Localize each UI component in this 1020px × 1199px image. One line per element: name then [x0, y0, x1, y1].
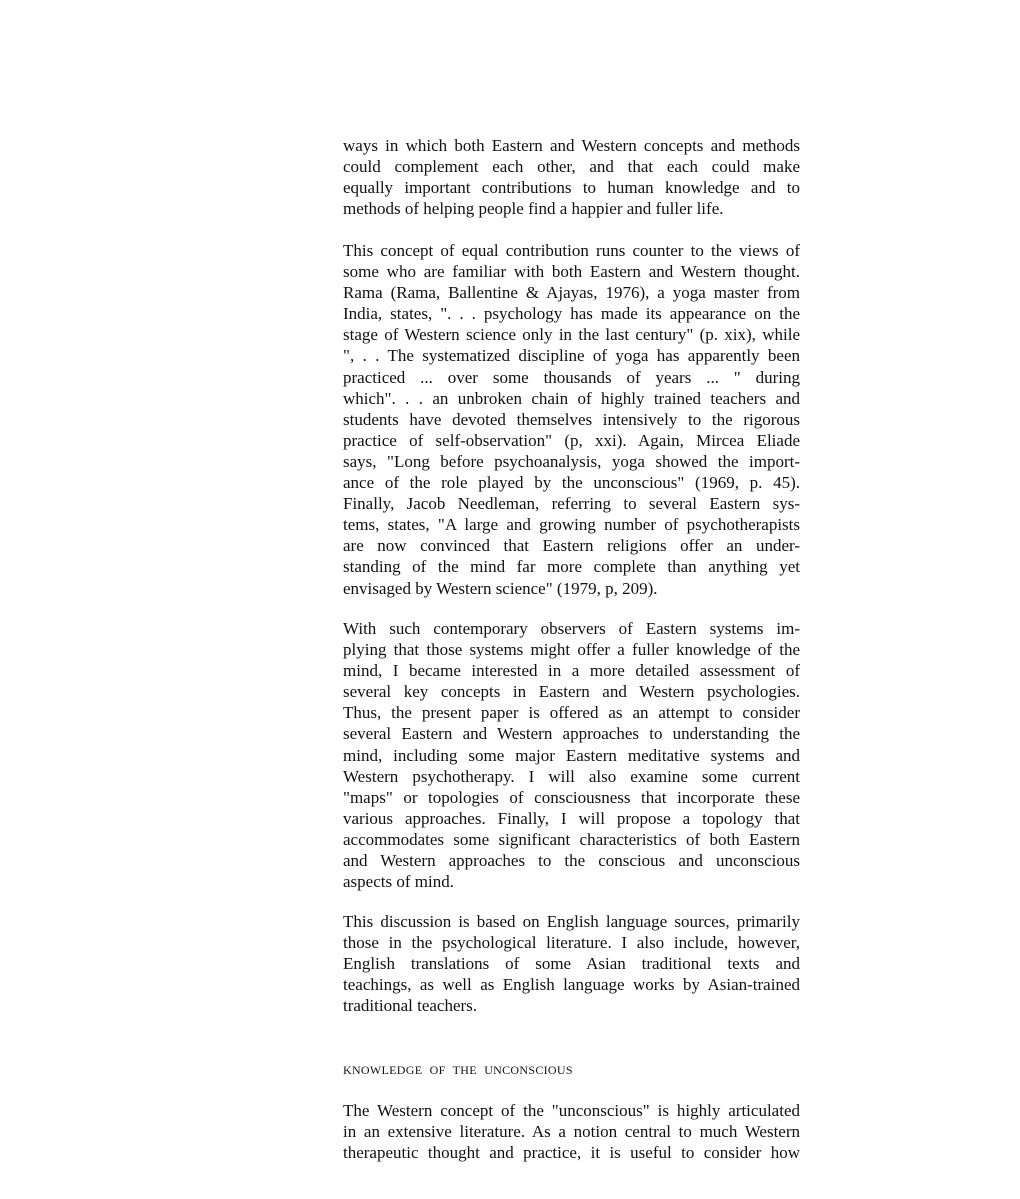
text-line: which". . . an unbroken chain of highly trained teachers and — [343, 388, 800, 408]
text-line: Thus, the present paper is offered as an attempt to consider — [343, 703, 800, 723]
text-line: ance of the role played by the unconscious" (1969, p. 45). — [343, 473, 800, 493]
text-line: aspects of mind. — [343, 872, 454, 892]
text-line: India, states, ". . . psychology has made its appearance on the — [343, 304, 800, 324]
text-line: various approaches. Finally, I will propose a topology that — [343, 808, 800, 828]
text-line: equally important contributions to human knowledge and to — [343, 178, 800, 198]
section-heading: KNOWLEDGE OF THE UNCONSCIOUS — [343, 1063, 573, 1077]
text-line: stage of Western science only in the last century" (p. xix), while — [343, 325, 800, 345]
text-line: are now convinced that Eastern religions offer an under- — [343, 536, 800, 556]
text-line: some who are familiar with both Eastern and Western thought. — [343, 262, 800, 282]
text-line: standing of the mind far more complete than anything yet — [343, 557, 800, 577]
text-line: ", . . The systematized discipline of yoga has apparently been — [343, 346, 800, 366]
text-line: methods of helping people find a happier and fuller life. — [343, 199, 724, 219]
text-line: "maps" or topologies of consciousness that incorporate these — [343, 787, 800, 807]
text-line: tems, states, "A large and growing number of psychotherapists — [343, 515, 800, 535]
paragraph-4 — [343, 911, 800, 1016]
text-line: The Western concept of the "unconscious" is highly articulated — [343, 1101, 800, 1120]
text-line: ways in which both Eastern and Western concepts and methods — [343, 136, 800, 155]
text-line: traditional teachers. — [343, 996, 478, 1016]
text-line: could complement each other, and that each could make — [343, 157, 800, 177]
text-line: several key concepts in Eastern and Western psychologies. — [343, 682, 800, 702]
text-line: says, "Long before psychoanalysis, yoga showed the import- — [343, 451, 800, 471]
text-line: mind, I became interested in a more detailed assessment of — [343, 661, 800, 681]
text-line: accommodates some significant characteristics of both Eastern — [343, 829, 800, 849]
text-line: and Western approaches to the conscious and unconscious — [343, 851, 800, 871]
text-line: plying that those systems might offer a fuller knowledge of the — [343, 640, 800, 660]
section-paragraph — [343, 1100, 800, 1163]
text-line: Western psychotherapy. I will also examine some current — [343, 766, 800, 786]
text-line: practiced ... over some thousands of years ... " during — [343, 367, 800, 387]
text-line: English translations of some Asian traditional texts and — [343, 954, 800, 974]
paragraph-1 — [343, 135, 800, 219]
text-line: This concept of equal contribution runs counter to the views of — [343, 241, 800, 260]
text-line: Finally, Jacob Needleman, referring to several Eastern sys- — [343, 494, 800, 514]
paragraph-2 — [343, 240, 800, 599]
text-line: several Eastern and Western approaches to understanding the — [343, 724, 800, 744]
text-line: With such contemporary observers of Eastern systems im- — [343, 619, 800, 638]
text-line: mind, including some major Eastern meditative systems and — [343, 745, 800, 765]
paragraph-3 — [343, 618, 800, 892]
text-line: students have devoted themselves intensively to the rigorous — [343, 409, 800, 429]
text-line: envisaged by Western science" (1979, p, 209). — [343, 578, 658, 598]
text-line: practice of self-observation" (p, xxi). Again, Mircea Eliade — [343, 430, 800, 450]
text-line: Rama (Rama, Ballentine & Ajayas, 1976), a yoga master from — [343, 283, 800, 303]
text-line: therapeutic thought and practice, it is useful to consider how — [343, 1143, 800, 1163]
text-line: This discussion is based on English language sources, primarily — [343, 912, 800, 931]
text-line: in an extensive literature. As a notion central to much Western — [343, 1122, 800, 1142]
text-line: those in the psychological literature. I also include, however, — [343, 933, 800, 953]
text-line: teachings, as well as English language works by Asian-trained — [343, 975, 800, 995]
